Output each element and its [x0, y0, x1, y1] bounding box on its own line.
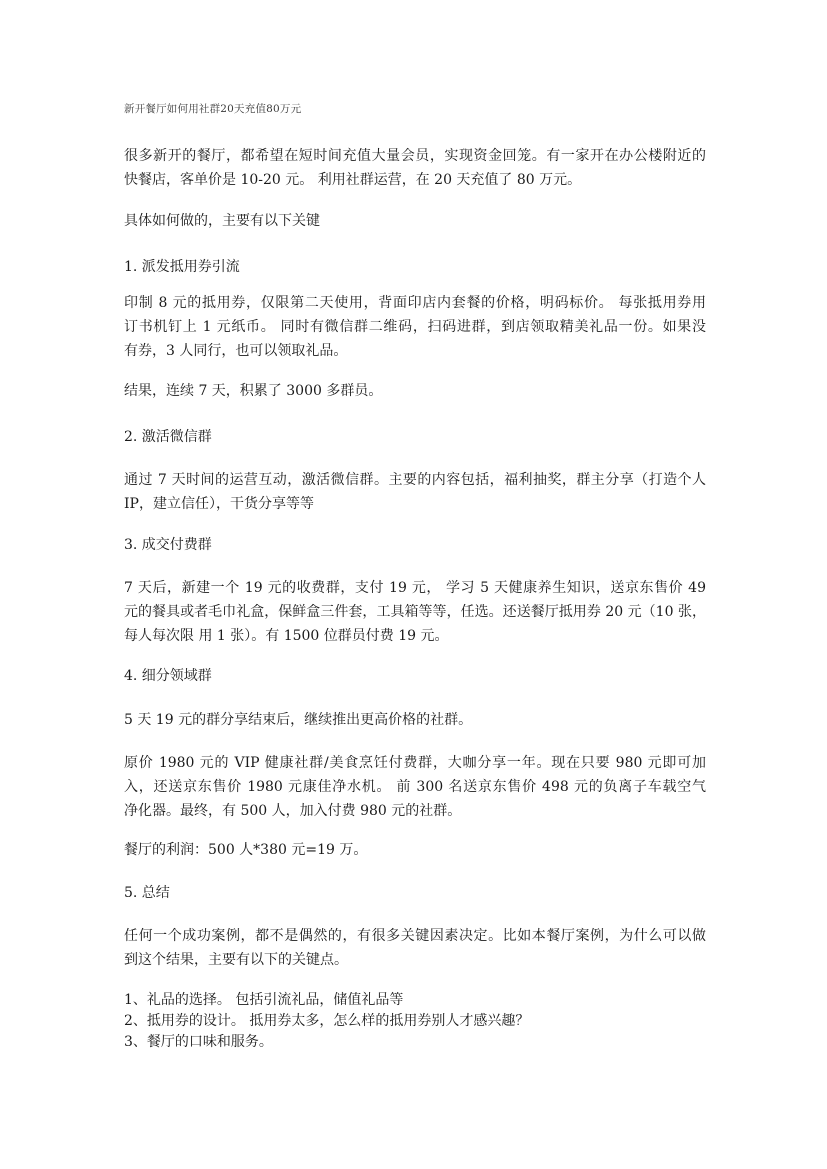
- intro-line-1: 很多新开的餐厅，都希望在短时间充值大量会员，实现资金回笼。有一家开在办公楼附近的: [124, 148, 706, 164]
- section-2-line-1: 通过 7 天时间的运营互动，激活微信群。主要的内容包括，福利抽奖，群主分享（打造个人: [124, 472, 706, 488]
- section-2-paragraph: [124, 468, 706, 516]
- section-1-line-3: 有券，3 人同行，也可以领取礼品。: [124, 343, 348, 359]
- section-2-title-text: 2. 激活微信群: [124, 429, 212, 445]
- intro-paragraph: [124, 144, 706, 192]
- section-3-line-1: 7 天后，新建一个 19 元的收费群，支付 19 元， 学习 5 天健康养生知识，送京东售价 49: [124, 580, 706, 596]
- key-point-2: 2、抵用券的设计。 抵用券太多，怎么样的抵用券别人才感兴趣？: [124, 1013, 530, 1029]
- section-1-title: [124, 255, 706, 279]
- section-5-title-text: 5. 总结: [124, 885, 170, 901]
- section-5-line-1: 任何一个成功案例，都不是偶然的，有很多关键因素决定。比如本餐厅案例，为什么可以做: [124, 928, 706, 944]
- key-points-list: [124, 990, 706, 1053]
- section-4-para1-text: 5 天 19 元的群分享结束后，继续推出更高价格的社群。: [124, 712, 473, 728]
- section-3-line-2: 元的餐具或者毛巾礼盒，保鲜盒三件套，工具箱等等，任选。还送餐厅抵用券 20 元（10 张，: [124, 604, 706, 620]
- section-3-title-text: 3. 成交付费群: [124, 537, 212, 553]
- section-1-title-text: 1. 派发抵用券引流: [124, 259, 240, 275]
- lead-paragraph: [124, 209, 706, 233]
- section-5-paragraph: [124, 924, 706, 972]
- section-4-profit: [124, 838, 706, 862]
- lead-text: 具体如何做的，主要有以下关键: [124, 213, 320, 229]
- section-3-paragraph: [124, 576, 706, 648]
- section-1-line-1: 印制 8 元的抵用券，仅限第二天使用，背面印店内套餐的价格，明码标价。 每张抵用券用: [124, 295, 706, 311]
- section-4-profit-text: 餐厅的利润：500 人*380 元=19 万。: [124, 842, 368, 858]
- section-3-line-3: 每人每次限 用 1 张）。有 1500 位群员付费 19 元。: [124, 628, 449, 644]
- section-1-paragraph: [124, 291, 706, 363]
- section-4-paragraph-2: [124, 751, 706, 823]
- section-4-title: [124, 664, 706, 688]
- document-header: 新开餐厅如何用社群20天充值80万元: [124, 103, 302, 115]
- section-4-para2-line-3: 净化器。最终，有 500 人，加入付费 980 元的社群。: [124, 803, 462, 819]
- section-1-result-text: 结果，连续 7 天，积累了 3000 多群员。: [124, 383, 383, 399]
- section-1-result: [124, 379, 706, 403]
- section-4-title-text: 4. 细分领域群: [124, 668, 212, 684]
- section-5-title: [124, 881, 706, 905]
- section-4-paragraph-1: [124, 708, 706, 732]
- section-4-para2-line-2: 入，还送京东售价 1980 元康佳净水机。 前 300 名送京东售价 498 元的负离子车载空气: [124, 779, 706, 795]
- key-point-1: 1、礼品的选择。 包括引流礼品，储值礼品等: [124, 992, 404, 1008]
- key-point-3: 3、餐厅的口味和服务。: [124, 1034, 273, 1050]
- section-2-line-2: IP，建立信任），干货分享等等: [124, 496, 314, 512]
- intro-line-2: 快餐店，客单价是 10-20 元。 利用社群运营，在 20 天充值了 80 万元。: [124, 172, 582, 188]
- section-2-title: [124, 425, 706, 449]
- section-3-title: [124, 533, 706, 557]
- section-5-line-2: 到这个结果，主要有以下的关键点。: [124, 952, 348, 968]
- section-4-para2-line-1: 原价 1980 元的 VIP 健康社群/美食烹饪付费群，大咖分享一年。现在只要 980 元即可加: [124, 755, 706, 771]
- section-1-line-2: 订书机钉上 1 元纸币。 同时有微信群二维码，扫码进群，到店领取精美礼品一份。如果没: [124, 319, 706, 335]
